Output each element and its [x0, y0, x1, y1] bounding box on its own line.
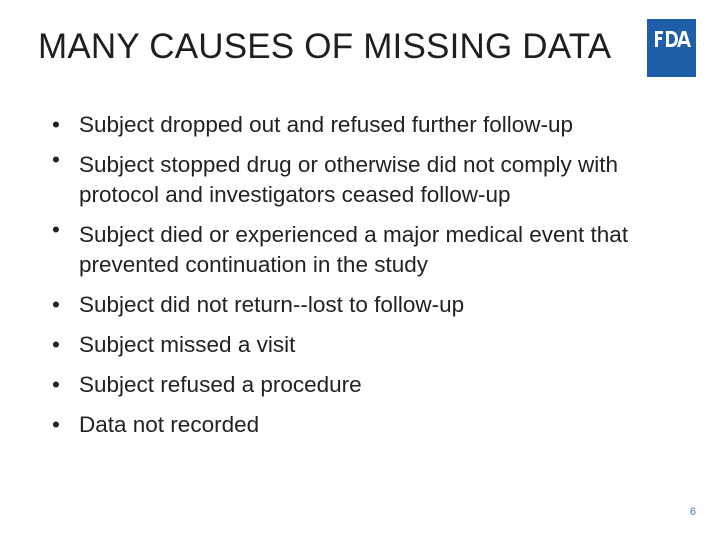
bullet-text: Subject did not return--lost to follow-up [79, 292, 465, 317]
page-number: 6 [689, 506, 696, 518]
bullet-marker: • [52, 112, 60, 137]
bullet-item [52, 105, 692, 145]
bullet-item [52, 405, 692, 445]
fda-logo-icon [647, 19, 696, 77]
bullet-text: Subject died or experienced a major medical event that prevented continuation in the study [79, 222, 629, 277]
bullet-marker: • [52, 412, 60, 437]
bullet-marker: • [52, 217, 60, 242]
bullet-text: Subject missed a visit [79, 332, 296, 357]
bullet-item [52, 215, 692, 285]
bullet-marker: • [52, 332, 60, 357]
bullet-marker: • [52, 292, 60, 317]
bullet-text: Subject refused a procedure [79, 372, 362, 397]
bullet-item [52, 285, 692, 325]
bullet-text: Subject stopped drug or otherwise did not comply with protocol and investigators ceased follow-up [79, 152, 619, 207]
slide-title: MANY CAUSES OF MISSING DATA [38, 27, 612, 66]
bullet-item [52, 325, 692, 365]
bullet-list [52, 105, 692, 445]
bullet-text: Data not recorded [79, 412, 260, 437]
bullet-marker: • [52, 147, 60, 172]
bullet-marker: • [52, 372, 60, 397]
bullet-item [52, 365, 692, 405]
bullet-item [52, 145, 692, 215]
bullet-text: Subject dropped out and refused further follow-up [79, 112, 574, 137]
